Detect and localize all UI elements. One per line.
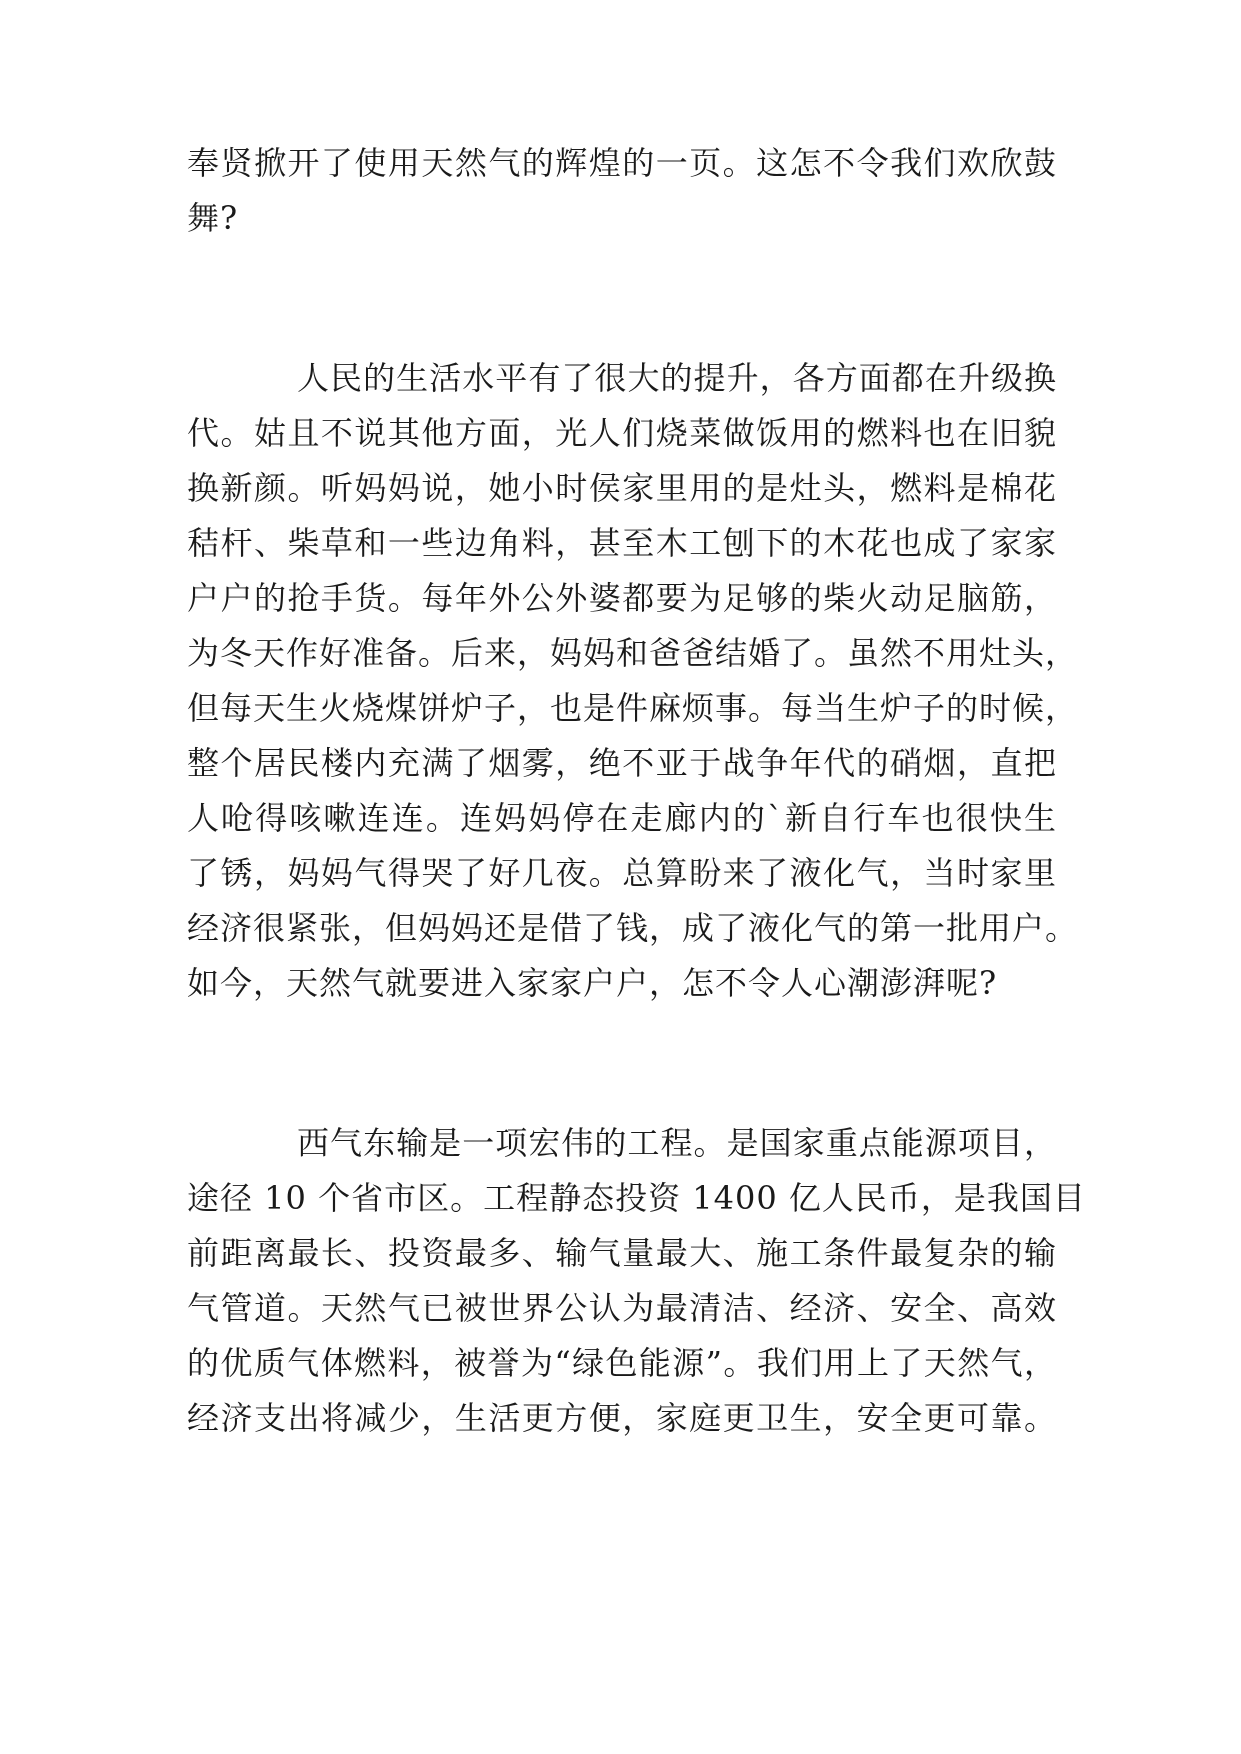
paragraph-2-line-6: 为冬天作好准备。后来，妈妈和爸爸结婚了。虽然不用灶头， — [187, 634, 1079, 672]
paragraph-2-line-12: 如今，天然气就要进入家家户户，怎不令人心潮澎湃呢? — [187, 964, 998, 1002]
paragraph-2-line-10: 了锈，妈妈气得哭了好几夜。总算盼来了液化气，当时家里 — [187, 854, 1057, 892]
paragraph-1-line-1: 奉贤掀开了使用天然气的辉煌的一页。这怎不令我们欢欣鼓 — [187, 144, 1057, 182]
paragraph-1-line-2: 舞? — [187, 199, 239, 237]
paragraph-2-line-8: 整个居民楼内充满了烟雾，绝不亚于战争年代的硝烟，直把 — [187, 744, 1057, 782]
paragraph-3-line-4: 气管道。天然气已被世界公认为最清洁、经济、安全、高效 — [187, 1289, 1057, 1327]
paragraph-2-line-4: 秸杆、柴草和一些边角料，甚至木工刨下的木花也成了家家 — [187, 524, 1057, 562]
paragraph-2-line-11: 经济很紧张，但妈妈还是借了钱，成了液化气的第一批用户。 — [187, 909, 1079, 947]
paragraph-3-line-5: 的优质气体燃料，被誉为“绿色能源”。我们用上了天然气， — [187, 1344, 1057, 1382]
paragraph-2-line-3: 换新颜。听妈妈说，她小时侯家里用的是灶头，燃料是棉花 — [187, 469, 1057, 507]
paragraph-2-line-5: 户户的抢手货。每年外公外婆都要为足够的柴火动足脑筋， — [187, 579, 1057, 617]
paragraph-3-line-6: 经济支出将减少，生活更方便，家庭更卫生，安全更可靠。 — [187, 1399, 1057, 1437]
paragraph-3-line-1: 西气东输是一项宏伟的工程。是国家重点能源项目， — [297, 1124, 1057, 1162]
paragraph-3-line-3: 前距离最长、投资最多、输气量最大、施工条件最复杂的输 — [187, 1234, 1057, 1272]
paragraph-2-line-9: 人呛得咳嗽连连。连妈妈停在走廊内的`新自行车也很快生 — [187, 799, 1057, 837]
paragraph-2-line-2: 代。姑且不说其他方面，光人们烧菜做饭用的燃料也在旧貌 — [187, 414, 1057, 452]
paragraph-2-line-7: 但每天生火烧煤饼炉子，也是件麻烦事。每当生炉子的时候， — [187, 689, 1079, 727]
paragraph-2-line-1: 人民的生活水平有了很大的提升，各方面都在升级换 — [297, 359, 1057, 397]
paragraph-3-line-2: 途径 10 个省市区。工程静态投资 1400 亿人民币，是我国目 — [187, 1179, 1086, 1217]
